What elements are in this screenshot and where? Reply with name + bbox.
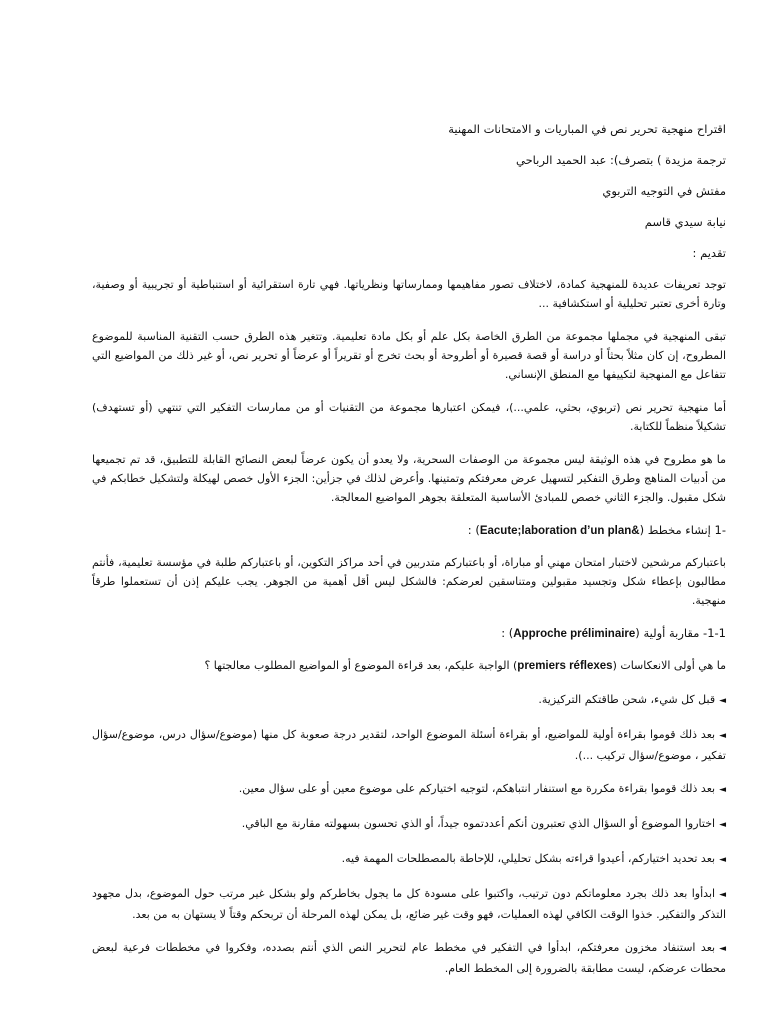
intro-paragraph-3: أما منهجية تحرير نص (تربوي، بحثي، علمي...)، فيمكن اعتبارها مجموعة من التقنيات أو من ممارسات التفكير التي تنتهي (أو تستهدف) تشكيلاً منظماً للكتابة. <box>92 401 726 433</box>
section-1-1-heading <box>92 624 726 644</box>
section-1-heading <box>92 521 726 541</box>
section-1-1-suffix: ) : <box>501 626 514 640</box>
author-role: مفتش في التوجيه التربوي <box>602 184 726 198</box>
bullet-text: قبل كل شيء، شحن طاقتكم التركيزية. <box>538 693 716 706</box>
list-item <box>92 779 726 800</box>
section-1-paragraph: باعتباركم مرشحين لاختبار امتحان مهني أو مباراة، أو باعتباركم متدربين في أحد مراكز التكوين، أو باعتباركم طلبة في مؤسسة تعليمية، فأنتم مطالبون بإعطاء شكل وتجسيد مقبولين ومتناسقين لعرضكم: فالشكل ليس أقل أهمية من الجوهر. يجب عليكم إذن أن تستعملوا طرقاً منهجية. <box>92 556 726 607</box>
list-item <box>92 938 726 978</box>
document-title: اقتراح منهجية تحرير نص في المباريات و الامتحانات المهنية <box>448 122 726 136</box>
list-item <box>92 690 726 711</box>
section-1-latin: Eacute;laboration d’un plan& <box>479 525 640 537</box>
intro-paragraph-4: ما هو مطروح في هذه الوثيقة ليس مجموعة من الوصفات السحرية، ولا يعدو أن يكون عرضاً لبعض النصائح القابلة للتطبيق، قد تم تجميعها من أدبيات المناهج وطرق التفكير لتسهيل عرض معرفتكم وتمتينها. وأعرض لذلك في جزأين: الجزء الأول خصص لهيكلة ولتشكيل خطابكم في شكل مقبول. والجزء الثاني خصص للمبادئ الأساسية المتعلقة بجوهر المواضيع المعالجة. <box>92 453 726 504</box>
translator-line: ترجمة مزيدة ) بتصرف): عبد الحميد الرباحي <box>515 153 726 167</box>
question-latin: premiers réflexes <box>517 660 613 672</box>
bullet-text: بعد ذلك قوموا بقراءة مكررة مع استنفار انتباهكم، لتوجيه اختياركم على موضوع معين أو على سؤال معين. <box>238 782 716 795</box>
bullet-text: ابدأوا بعد ذلك بجرد معلوماتكم دون ترتيب، واكتبوا على مسودة كل ما يجول بخاطركم ولو بشكل غير مرتب حول الموضوع، بدل مجهود التذكر والتفكير. خذوا الوقت الكافي لهذه العمليات، فهو وقت غير ضائع، بل يمكن لهذه المرحلة أن تربحكم وقتاً لا يستهان به من بعد. <box>92 887 726 921</box>
list-item <box>92 884 726 924</box>
bullet-text: بعد تحديد اختياركم، أعيدوا قراءته بشكل تحليلي، للإحاطة بالمصطلحات المهمة فيه. <box>341 852 716 865</box>
document-page <box>92 120 726 992</box>
question-suffix: ) الواجبة عليكم، بعد قراءة الموضوع أو المواضيع المطلوب معالجتها ؟ <box>204 659 518 672</box>
list-item <box>92 725 726 765</box>
section-1-suffix: ) : <box>467 523 480 537</box>
author-location: نيابة سيدي قاسم <box>644 215 726 229</box>
intro-paragraph-2: تبقى المنهجية في مجملها مجموعة من الطرق الخاصة بكل علم أو بكل مادة تعليمية. وتتغير هذه الطرق حسب التقنية المناسبة للموضوع المطروح، إن كان مثلاً بحثاً أو دراسة أو قصة قصيرة أو أطروحة أو بحث تخرج أو تقريراً أو عرضاً أو تحرير نص، أو غير ذلك من المواضيع التي تتفاعل مع المنهجية لتكييفها مع المنطق الإنساني. <box>92 330 726 381</box>
bullet-arrow-icon: ◄ <box>719 731 726 741</box>
section-1-1-prefix: 1-1- مقاربة أولية ( <box>635 626 726 640</box>
bullet-text: بعد ذلك قوموا بقراءة أولية للمواضيع، أو بقراءة أسئلة الموضوع الواحد، لتقدير درجة صعوبة كل منها (موضوع/سؤال درس، موضوع/سؤال تفكير ، موضوع/سؤال تركيب ...). <box>92 728 726 762</box>
bullet-arrow-icon: ◄ <box>719 944 726 954</box>
section-1-prefix: -1 إنشاء مخطط ( <box>639 523 726 537</box>
list-item <box>92 814 726 835</box>
bullet-arrow-icon: ◄ <box>719 696 726 706</box>
bullet-arrow-icon: ◄ <box>719 785 726 795</box>
bullet-arrow-icon: ◄ <box>719 820 726 830</box>
intro-paragraph-1: توجد تعريفات عديدة للمنهجية كمادة، لاختلاف تصور مفاهيمها وممارساتها ونظرياتها. فهي تارة استقرائية أو استنباطية أو تجريبية أو وصفية، وتارة أخرى تعتبر تحليلية أو استكشافية ... <box>92 278 726 310</box>
intro-heading: تقديم : <box>692 246 726 260</box>
list-item <box>92 849 726 870</box>
question-prefix: ما هي أولى الانعكاسات ( <box>612 659 726 672</box>
bullet-text: بعد استنفاد مخزون معرفتكم، ابدأوا في التفكير في مخطط عام لتحرير النص الذي أنتم بصدده، وفكروا في مخططات فرعية لبعض محطات عرضكم، ليست مطابقة بالضرورة إلى المخطط العام. <box>92 941 726 975</box>
bullet-arrow-icon: ◄ <box>719 855 726 865</box>
question-paragraph <box>92 656 726 676</box>
bullet-arrow-icon: ◄ <box>719 890 726 900</box>
bullet-text: اختاروا الموضوع أو السؤال الذي تعتبرون أنكم أعددتموه جيداً، أو الذي تحسون بسهولته مقارنة مع الباقي. <box>241 817 716 830</box>
section-1-1-latin: Approche préliminaire <box>513 628 636 640</box>
